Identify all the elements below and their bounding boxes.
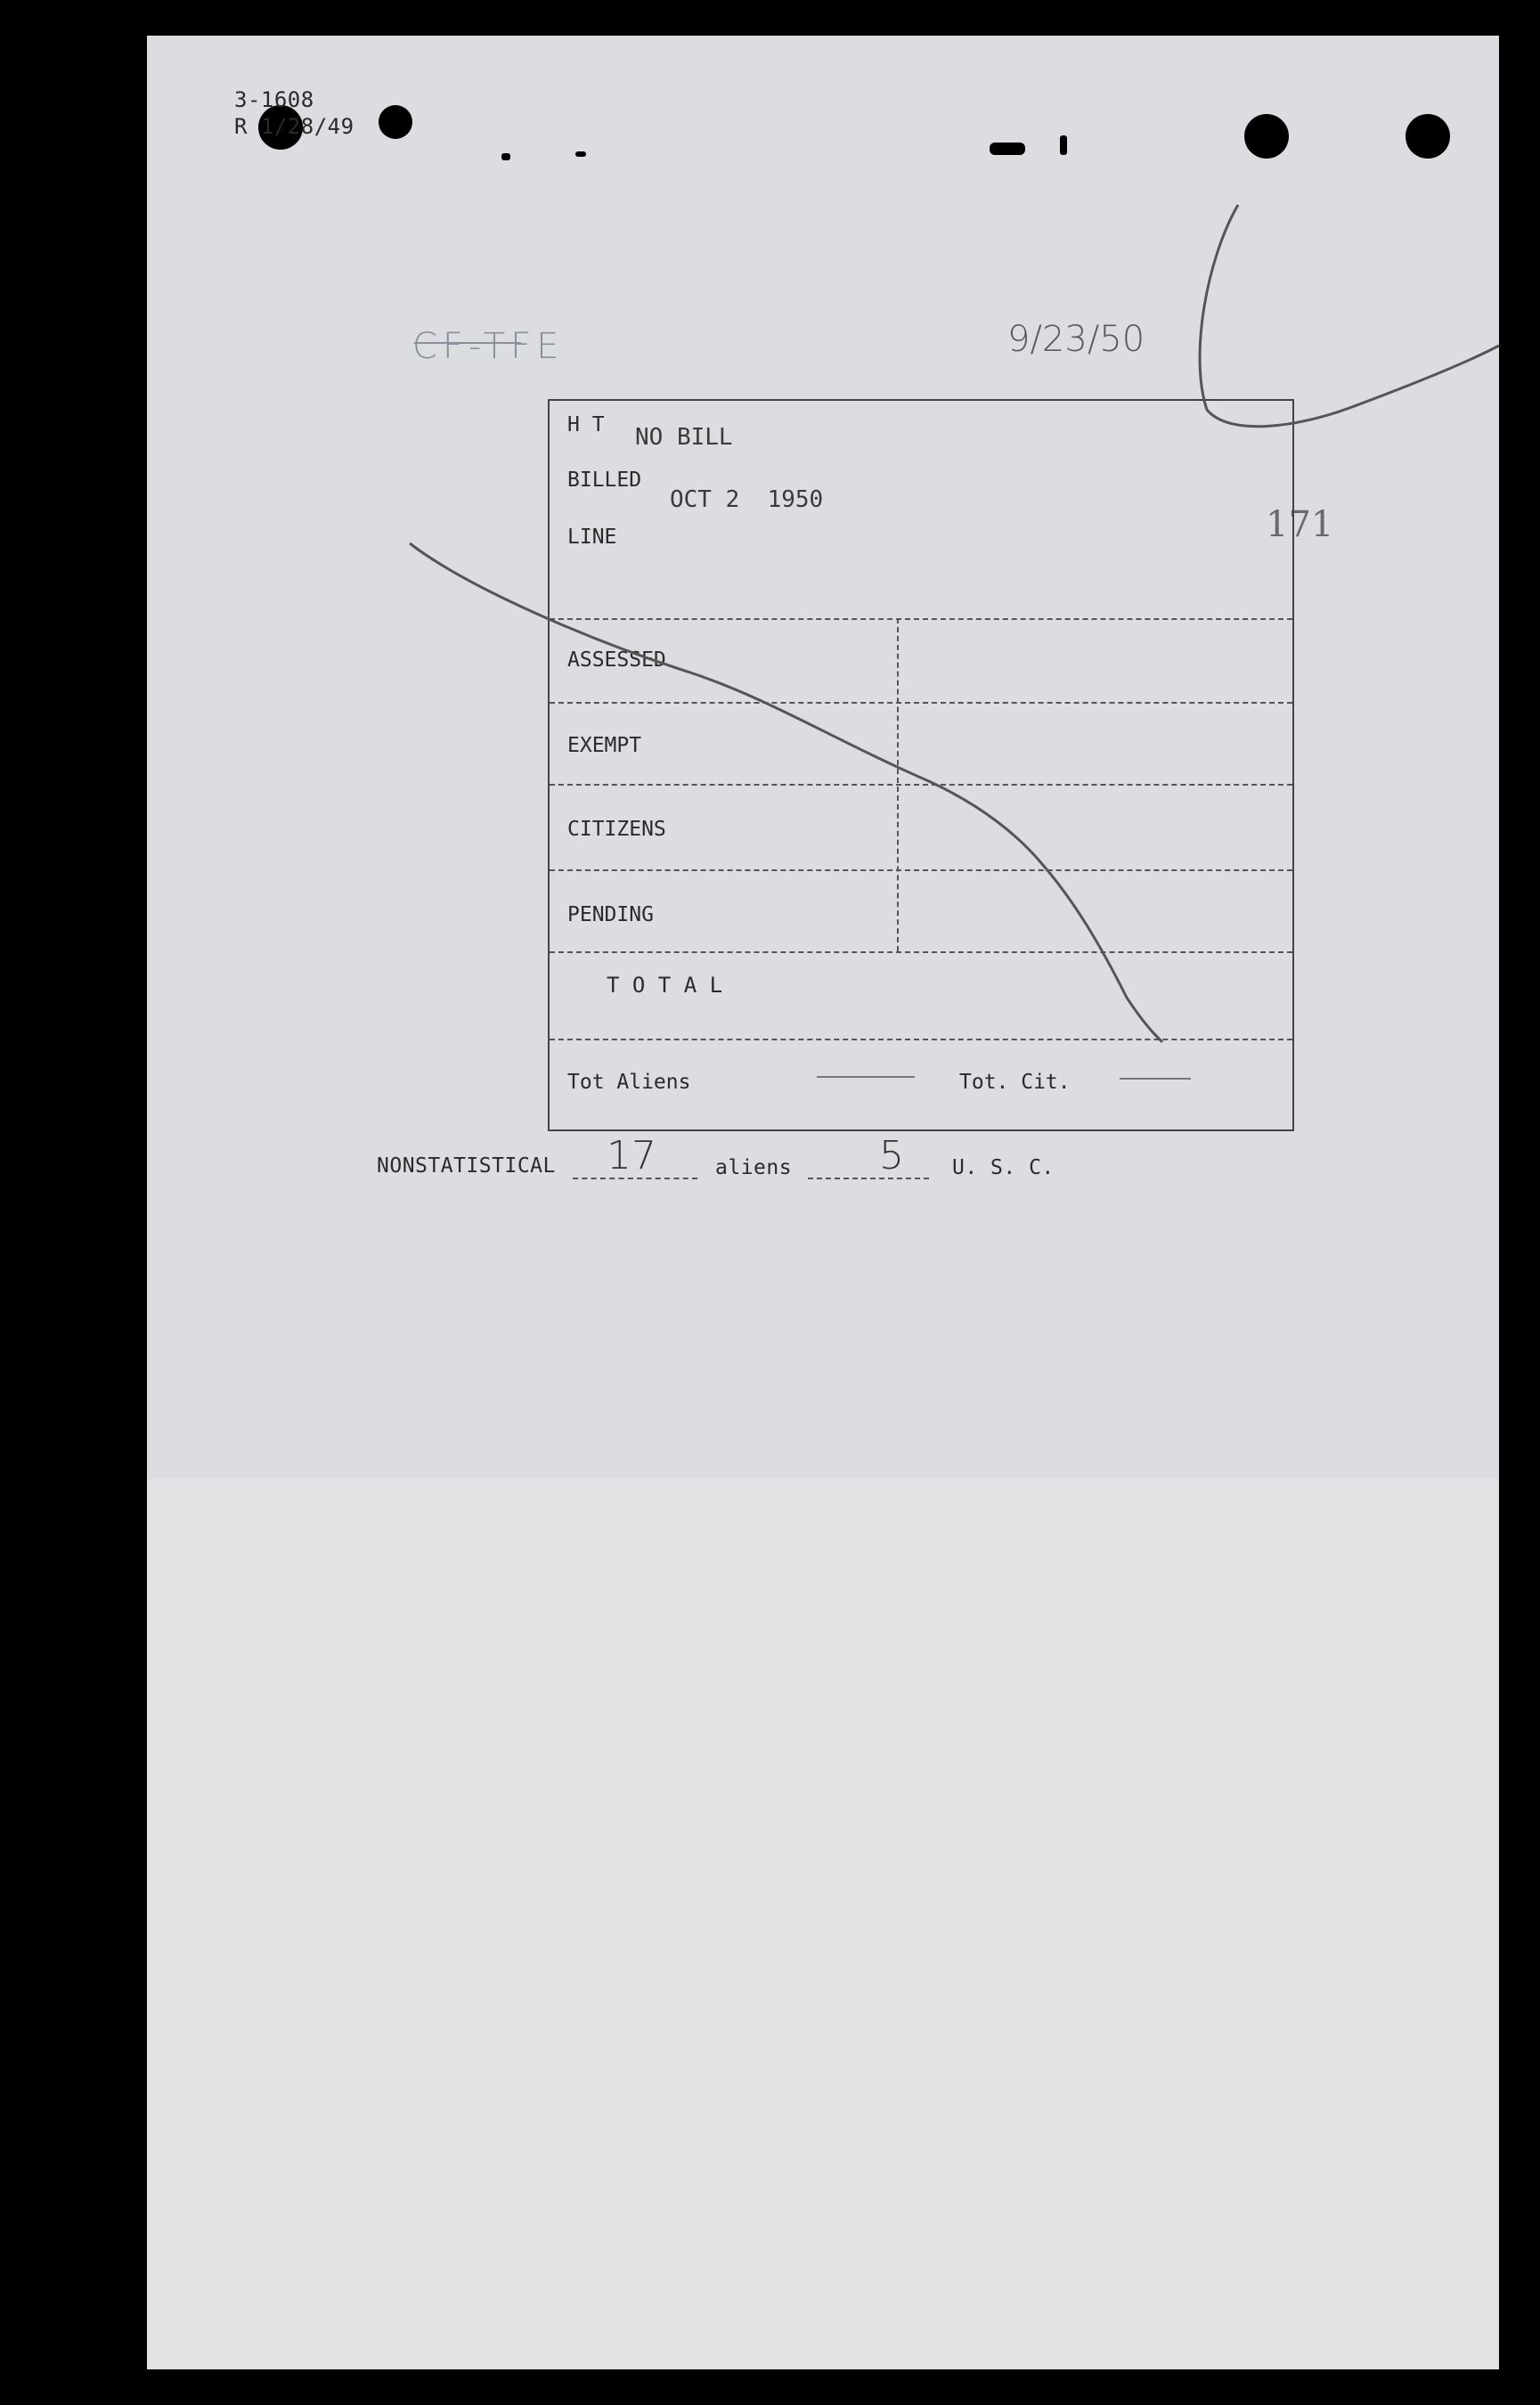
row-label-pending: PENDING [567, 903, 654, 926]
row-label-exempt: EXEMPT [567, 734, 642, 757]
form-date: R 1/28/49 [234, 114, 354, 139]
ht-stamp: NO BILL [635, 424, 733, 451]
margin-check-stroke [1200, 205, 1499, 427]
nonstatistical-label: NONSTATISTICAL [377, 1154, 556, 1178]
total-label: T O T A L [607, 973, 723, 998]
office-code: CF-TFE [412, 326, 565, 367]
row-label-assessed: ASSESSED [567, 648, 666, 672]
aliens-value: 17 [607, 1133, 656, 1178]
document-page [147, 36, 1499, 2369]
usc-value: 5 [879, 1133, 904, 1178]
billed-label: BILLED [567, 469, 642, 492]
page-number: 171 [1266, 504, 1334, 545]
usc-label: U. S. C. [952, 1156, 1055, 1179]
line-label: LINE [567, 526, 617, 549]
tot-aliens-label: Tot Aliens [567, 1071, 691, 1094]
pen-strokes [147, 36, 1499, 2369]
form-number: 3-1608 [234, 87, 314, 112]
row-label-citizens: CITIZENS [567, 818, 666, 841]
ht-label: H T [567, 413, 605, 436]
tot-cit-label: Tot. Cit. [959, 1071, 1071, 1094]
aliens-label: aliens [715, 1156, 793, 1179]
handwritten-date: 9/23/50 [1007, 319, 1145, 360]
billed-stamp: OCT 2 1950 [670, 486, 824, 513]
cancel-stroke [410, 543, 1162, 1042]
